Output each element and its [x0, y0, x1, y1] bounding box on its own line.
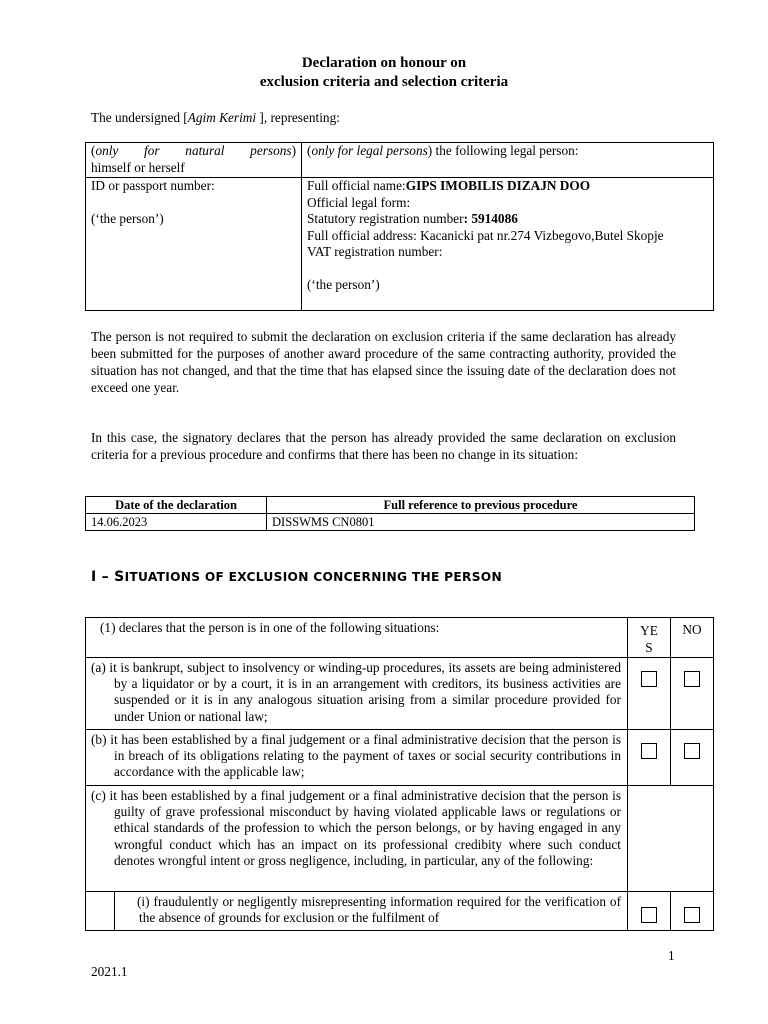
table-row: [86, 892, 714, 931]
legal-person-details: [302, 178, 714, 311]
legal-person-rest: the following legal person:: [432, 143, 579, 158]
paragraph-already-provided: In this case, the signatory declares that the person has already provided the same declaration on exclusion criteria for a previous procedure and confirms that there has been no change in its situation:: [91, 430, 676, 462]
legal-the-person: (‘the person’): [307, 277, 380, 292]
natural-person-rest: himself or herself: [91, 159, 185, 175]
page-number: 1: [668, 948, 675, 963]
yes-checkbox[interactable]: [641, 907, 657, 923]
natural-person-header: (only for natural persons) himself or herself: [86, 143, 302, 178]
title-line-2: exclusion criteria and selection criteria: [259, 74, 509, 90]
no-header: NO: [671, 618, 714, 658]
table-row: [86, 514, 695, 531]
exclusion-table: [85, 617, 714, 931]
full-name-label: Full official name:: [307, 178, 406, 193]
intro-prefix: The undersigned [: [91, 110, 188, 125]
section-heading: [91, 569, 502, 585]
natural-person-italic: only for natural persons: [95, 143, 292, 158]
exclusion-item-a: (a) it is bankrupt, subject to insolvency or winding-up procedures, its assets are being administered by a liquidator or by a court, it is in an arrangement with creditors, its business activities are suspended or it is in any analogous situation arising from a similar procedure provided for under Union or national law;: [86, 658, 628, 730]
section-title: ITUATIONS OF EXCLUSION CONCERNING THE PERSON: [124, 570, 502, 584]
exclusion-item-b: (b) it has been established by a final judgement or a final administrative decision that the person is in breach of its obligations relating to the payment of taxes or social security contributions in accordance with the applicable law;: [86, 730, 628, 786]
document-title: [0, 54, 768, 92]
signatory-name: Agim Kerimi: [187, 110, 257, 125]
section-first-letter: S: [114, 569, 125, 585]
yes-header: YES: [628, 618, 671, 658]
undersigned-line: [91, 110, 340, 126]
table-row: [86, 786, 714, 892]
natural-the-person: (‘the person’): [91, 211, 164, 226]
declaration-date: 14.06.2023: [86, 514, 267, 531]
previous-declaration-table: [85, 496, 695, 531]
exclusion-intro: (1) declares that the person is in one of the following situations:: [86, 618, 628, 658]
no-checkbox[interactable]: [684, 671, 700, 687]
date-header: Date of the declaration: [86, 497, 267, 514]
exclusion-item-c-i: (i) fraudulently or negligently misrepresenting information required for the verification of the absence of grounds for exclusion or the fulfilment of: [137, 894, 622, 926]
title-line-1: Declaration on honour on: [301, 55, 467, 71]
previous-reference: DISSWMS CN0801: [267, 514, 695, 531]
no-checkbox[interactable]: [684, 743, 700, 759]
reg-number-value: : 5914086: [463, 211, 518, 226]
reg-number-label: Statutory registration number: [307, 211, 464, 226]
reference-header: Full reference to previous procedure: [267, 497, 695, 514]
yes-checkbox[interactable]: [641, 743, 657, 759]
no-checkbox[interactable]: [684, 907, 700, 923]
id-passport-label: ID or passport number:: [91, 178, 215, 193]
yes-checkbox[interactable]: [641, 671, 657, 687]
identity-table: [85, 142, 714, 311]
legal-person-italic: only for legal persons: [311, 143, 428, 158]
paragraph-not-required: The person is not required to submit the declaration on exclusion criteria if the same declaration has already been submitted for the purposes of another award procedure of the same contracting authority, provided the situation has not changed, and that the time that has elapsed since the issuing date of the declaration does not exceed one year.: [91, 329, 676, 395]
full-name-value: GIPS IMOBILIS DIZAJN DOO: [405, 178, 591, 193]
intro-suffix: ], representing:: [256, 110, 340, 125]
legal-form-label: Official legal form:: [307, 194, 411, 210]
table-row: [86, 658, 714, 730]
natural-person-details: [86, 178, 302, 311]
table-row: [86, 730, 714, 786]
legal-person-header: (only for legal persons) the following legal person:: [302, 143, 714, 178]
vat-label: VAT registration number:: [307, 244, 443, 259]
address-label: Full official address: Kacanicki pat nr.274 Vizbegovo,Butel Skopje: [307, 227, 664, 243]
exclusion-item-c: (c) it has been established by a final judgement or a final administrative decision that the person is guilty of grave professional misconduct by having violated applicable laws or regulations or ethical standards of the profession to which the person belongs, or by having engaged in any wrongful conduct which has an impact on its professional credibity where such conduct denotes wrongful intent or gross negligence, including, in particular, any of the following:: [86, 786, 628, 892]
section-number: I –: [91, 569, 115, 585]
document-version: 2021.1: [91, 964, 128, 979]
